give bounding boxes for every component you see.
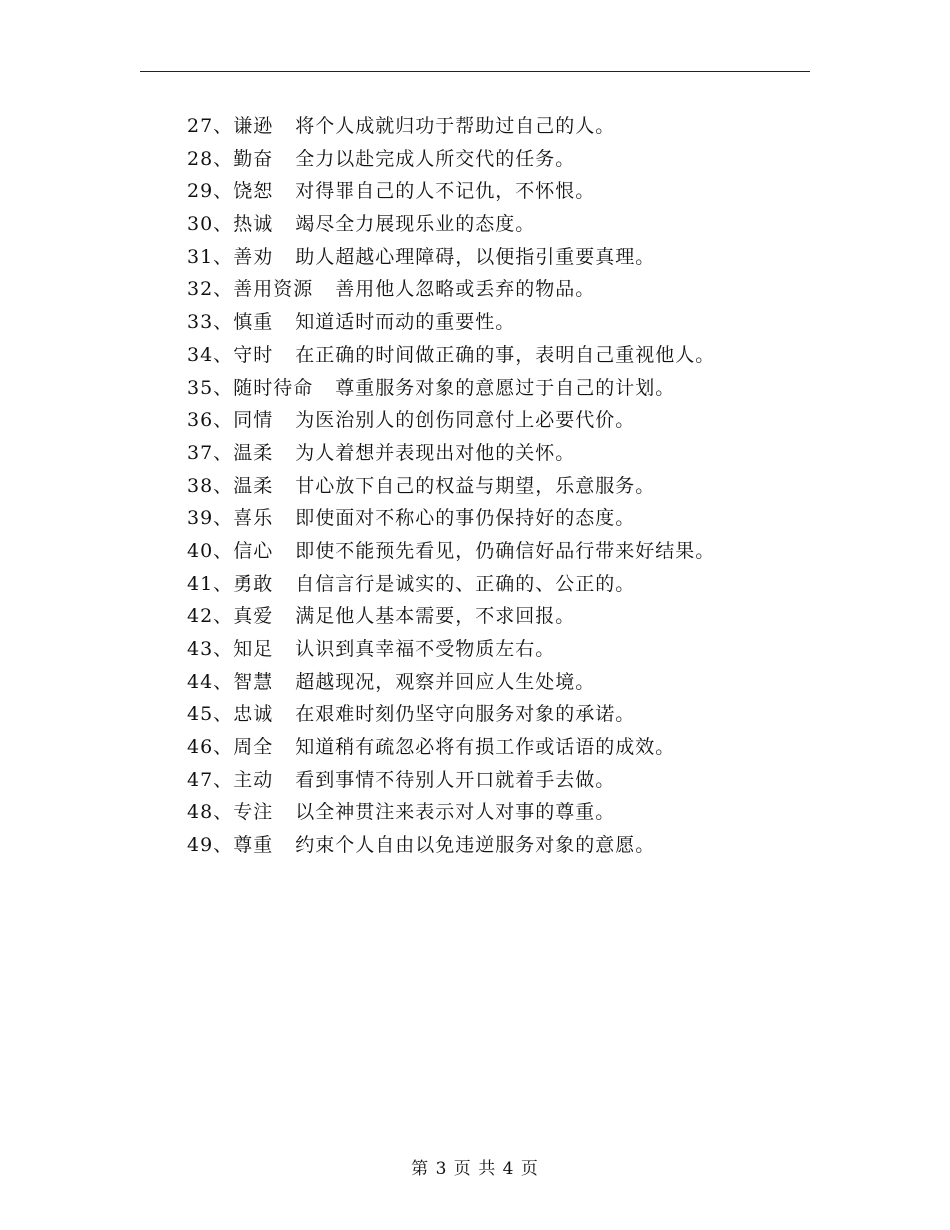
item-number: 42、	[187, 605, 234, 628]
item-term: 勤奋	[233, 147, 274, 170]
item-number: 36、	[187, 409, 234, 432]
item-number: 38、	[187, 474, 234, 497]
list-item	[187, 829, 807, 862]
list-item	[187, 437, 807, 470]
item-number: 41、	[187, 572, 234, 595]
item-number: 44、	[187, 670, 234, 693]
item-term: 专注	[233, 801, 274, 824]
list-item	[187, 666, 807, 699]
item-number: 46、	[187, 736, 234, 759]
item-number: 35、	[187, 376, 234, 399]
virtue-list	[187, 110, 807, 862]
list-item	[187, 568, 807, 601]
item-term: 善用资源	[233, 278, 314, 301]
item-definition: 在正确的时间做正确的事，表明自己重视他人。	[295, 343, 716, 366]
item-number: 30、	[187, 213, 234, 236]
item-definition: 为医治别人的创伤同意付上必要代价。	[295, 409, 636, 432]
item-definition: 助人超越心理障碍，以便指引重要真理。	[295, 245, 656, 268]
item-term: 主动	[233, 768, 274, 791]
item-number: 29、	[187, 180, 234, 203]
item-term: 慎重	[233, 311, 274, 334]
item-term: 守时	[233, 343, 274, 366]
item-definition: 即使面对不称心的事仍保持好的态度。	[295, 507, 636, 530]
item-definition: 超越现况，观察并回应人生处境。	[295, 670, 596, 693]
item-definition: 尊重服务对象的意愿过于自己的计划。	[335, 376, 676, 399]
item-term: 信心	[233, 539, 274, 562]
item-number: 32、	[187, 278, 234, 301]
item-number: 31、	[187, 245, 234, 268]
item-term: 喜乐	[233, 507, 274, 530]
item-definition: 约束个人自由以免违逆服务对象的意愿。	[295, 834, 656, 857]
list-item	[187, 796, 807, 829]
item-number: 49、	[187, 834, 234, 857]
item-definition: 将个人成就归功于帮助过自己的人。	[295, 115, 616, 137]
item-number: 28、	[187, 147, 234, 170]
item-term: 善劝	[233, 245, 274, 268]
list-item	[187, 535, 807, 568]
list-item	[187, 143, 807, 176]
item-definition: 为人着想并表现出对他的关怀。	[295, 441, 576, 464]
item-definition: 竭尽全力展现乐业的态度。	[295, 213, 536, 236]
item-definition: 看到事情不待别人开口就着手去做。	[295, 768, 616, 791]
item-definition: 善用他人忽略或丢弃的物品。	[335, 278, 596, 301]
item-definition: 满足他人基本需要，不求回报。	[295, 605, 576, 628]
item-number: 47、	[187, 768, 234, 791]
item-definition: 全力以赴完成人所交代的任务。	[295, 147, 576, 170]
item-definition: 以全神贯注来表示对人对事的尊重。	[295, 801, 616, 824]
item-number: 45、	[187, 703, 234, 726]
item-definition: 对得罪自己的人不记仇，不怀恨。	[295, 180, 596, 203]
item-number: 37、	[187, 441, 234, 464]
page-footer: 第 3 页 共 4 页	[411, 1159, 539, 1179]
item-definition: 甘心放下自己的权益与期望，乐意服务。	[295, 474, 656, 497]
item-term: 饶恕	[233, 180, 274, 203]
list-item	[187, 404, 807, 437]
list-item	[187, 698, 807, 731]
item-definition: 知道适时而动的重要性。	[295, 311, 516, 334]
item-term: 忠诚	[233, 703, 274, 726]
list-item	[187, 600, 807, 633]
list-item	[187, 241, 807, 274]
item-definition: 知道稍有疏忽必将有损工作或话语的成效。	[295, 736, 676, 759]
item-term: 温柔	[233, 474, 274, 497]
list-item	[187, 110, 807, 143]
item-number: 48、	[187, 801, 234, 824]
list-item	[187, 208, 807, 241]
item-term: 热诚	[233, 213, 274, 236]
list-item	[187, 339, 807, 372]
list-item	[187, 470, 807, 503]
item-number: 34、	[187, 343, 234, 366]
list-item	[187, 731, 807, 764]
list-item	[187, 175, 807, 208]
list-item	[187, 764, 807, 797]
list-item	[187, 306, 807, 339]
item-term: 智慧	[233, 670, 274, 693]
item-number: 39、	[187, 507, 234, 530]
item-term: 温柔	[233, 441, 274, 464]
header-rule	[140, 71, 810, 72]
list-item	[187, 633, 807, 666]
item-term: 尊重	[233, 834, 274, 857]
item-term: 同情	[233, 409, 274, 432]
item-definition: 认识到真幸福不受物质左右。	[295, 638, 556, 660]
item-definition: 即使不能预先看见，仍确信好品行带来好结果。	[295, 539, 716, 562]
item-term: 谦逊	[233, 115, 274, 137]
item-term: 知足	[233, 638, 274, 660]
item-term: 随时待命	[233, 376, 314, 399]
list-item	[187, 502, 807, 535]
item-term: 真爱	[233, 605, 274, 628]
item-number: 43、	[187, 638, 234, 660]
item-number: 27、	[187, 115, 234, 137]
item-term: 周全	[233, 736, 274, 759]
item-number: 33、	[187, 311, 234, 334]
list-item	[187, 372, 807, 405]
list-item	[187, 273, 807, 306]
item-definition: 在艰难时刻仍坚守向服务对象的承诺。	[295, 703, 636, 726]
item-number: 40、	[187, 539, 234, 562]
item-term: 勇敢	[233, 572, 274, 595]
item-definition: 自信言行是诚实的、正确的、公正的。	[295, 572, 636, 595]
